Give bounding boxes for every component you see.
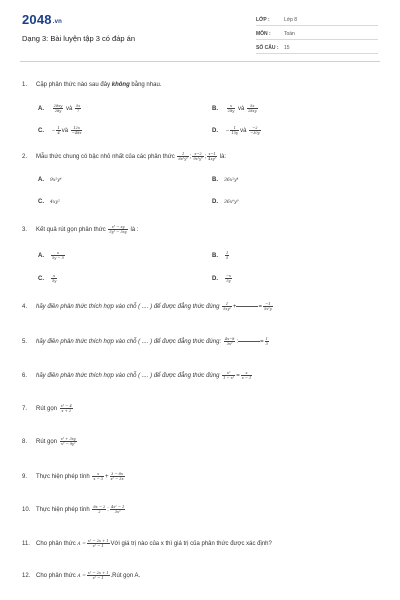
fraction [110, 505, 125, 514]
q2-option-c[interactable] [38, 199, 60, 205]
lesson-title: Dạng 3: Bài luyện tập 3 có đáp án [22, 34, 135, 43]
denominator: x − 1 [241, 376, 252, 381]
question-text: Rút gọn [36, 406, 58, 413]
variable: A = [77, 574, 86, 580]
question-number: 1. [22, 82, 28, 88]
fraction [177, 152, 188, 161]
fraction [92, 505, 106, 514]
fraction [60, 437, 77, 446]
denominator: x² − 1 [92, 576, 104, 581]
option-expression: 4xy² [50, 200, 60, 205]
fraction [207, 152, 217, 161]
numerator: 1 [230, 126, 239, 131]
q1-option-a[interactable] [38, 104, 82, 113]
equals-sign: = [236, 373, 240, 380]
question-text: Cặp phân thức nào sau đây [36, 82, 112, 88]
fraction [225, 274, 232, 283]
fraction [75, 104, 81, 113]
denominator: −30y [250, 131, 260, 136]
question-text: Cho phân thức [36, 541, 76, 548]
denominator: 5y − 5 [52, 256, 64, 261]
denominator: x² − 9y² [60, 442, 76, 447]
question-number: 6. [22, 373, 28, 380]
numerator: x² − 2x + 1 [87, 571, 109, 575]
q2-option-d[interactable] [212, 199, 238, 205]
q3-option-d[interactable] [212, 274, 233, 283]
denominator: 4xy² [208, 157, 217, 162]
variable: A = [77, 542, 86, 548]
option-label: A. [38, 106, 44, 113]
denominator: 5xy² [223, 307, 231, 312]
question-text: Rút gọn [36, 439, 58, 446]
question-2: 2. Mẫu thức chung có bậc nhỏ nhất của các phân thức $\frac{1}{\text{6x²y³}}$ ; $\frac{x-2}{\text{9x²y⁴}}$ ; $\frac{x-1}{\text{4xy²}}$ là: [22, 152, 227, 162]
q3-option-a[interactable] [38, 251, 66, 260]
denominator: −48x [71, 131, 82, 136]
option-label: D. [212, 199, 218, 205]
question-6 [22, 371, 253, 380]
question-3 [22, 225, 139, 234]
meta-subject-label: MÔN : [256, 31, 271, 37]
q1-option-d[interactable] [212, 126, 262, 135]
option-expression: 9x²y⁴ [50, 178, 62, 183]
question-number: 12. [22, 573, 31, 580]
meta-class-row [256, 14, 378, 26]
question-tail: là: [219, 154, 227, 161]
denominator: x + 2 [61, 409, 72, 414]
numerator: 1 [222, 302, 232, 307]
numerator: −2 [249, 126, 261, 131]
fraction [263, 302, 273, 311]
denominator: 2 [98, 510, 101, 515]
numerator: x² + 3xy [60, 437, 76, 441]
fraction [222, 302, 232, 311]
numerator: 8x − 2 [93, 505, 106, 509]
numerator: 4x−8 [224, 337, 235, 341]
denominator: 15y [231, 131, 239, 136]
numerator: x² − 2x + 1 [87, 539, 109, 543]
question-5 [22, 337, 270, 346]
minus-sign: − [51, 129, 56, 135]
q3-option-c[interactable] [38, 274, 58, 283]
meta-subject-value: Toán [284, 31, 295, 37]
numerator: x² [222, 371, 235, 376]
question-4 [22, 302, 274, 311]
numerator: −1 [263, 302, 273, 307]
option-label: A. [38, 253, 44, 260]
option-expression: 36x⁶y⁹ [224, 200, 239, 205]
question-7 [22, 404, 74, 413]
q1-option-c[interactable] [38, 126, 83, 135]
numerator: x [241, 371, 253, 376]
fraction [247, 104, 258, 113]
fraction [224, 337, 239, 347]
question-text: Kết quả rút gọn phân thức [36, 227, 106, 234]
question-text: hãy điền phân thức thích hợp vào chỗ ( .... ) để được đẳng thức đúng [36, 304, 220, 311]
connector: và [61, 128, 69, 135]
numerator: 5x [247, 104, 258, 109]
question-text: hãy điền phân thức thích hợp vào chỗ ( .... ) để được đẳng thức đúng [36, 373, 220, 380]
question-number: 11. [22, 541, 30, 548]
operator: + [232, 304, 237, 311]
numerator: 4x² − 1 [110, 505, 125, 509]
denominator: 5y² − 5xy [109, 230, 127, 235]
fraction [53, 104, 64, 113]
numerator: 28xy [53, 104, 63, 108]
answer-blank[interactable] [236, 306, 258, 307]
denominator: 28y [54, 109, 62, 114]
numerator: −x [226, 274, 232, 278]
fraction [60, 404, 73, 413]
header-divider [20, 61, 380, 62]
meta-count-row [256, 42, 378, 54]
option-label: C. [38, 128, 44, 135]
meta-subject-row [256, 28, 378, 40]
fraction [225, 251, 229, 260]
question-12 [22, 571, 140, 580]
question-11 [22, 539, 272, 548]
site-logo[interactable] [22, 12, 62, 27]
option-expression: 36x²y⁴ [224, 178, 239, 183]
question-10 [22, 505, 126, 514]
question-number: 3. [22, 227, 28, 234]
numerator: 3 − 8x [111, 472, 123, 476]
question-number: 2. [22, 154, 28, 161]
denominator: 4 [57, 131, 60, 136]
denominator: 5y [226, 279, 231, 284]
option-label: D. [212, 128, 218, 135]
fraction [192, 152, 203, 161]
denominator: 3x² [114, 510, 121, 515]
answer-blank[interactable] [238, 341, 260, 342]
operator: : [236, 339, 239, 346]
connector: và [65, 106, 73, 113]
fraction [56, 126, 60, 135]
question-text: Cho phân thức [36, 573, 76, 580]
logo-suffix: .vn [52, 19, 63, 25]
meta-count-value: 15 [284, 45, 290, 51]
question-number: 10. [22, 507, 31, 514]
meta-class-label: LỚP : [256, 17, 270, 23]
option-label: B. [212, 253, 218, 260]
numerator: 5x [76, 104, 81, 108]
logo-main: 2048 [22, 12, 52, 27]
fraction [249, 126, 261, 135]
question-number: 9. [22, 474, 28, 481]
question-number: 4. [22, 304, 28, 311]
question-1 [22, 82, 161, 88]
fraction [110, 472, 125, 481]
numerator: x−1 [208, 152, 216, 156]
numerator: 1 [177, 152, 188, 157]
numerator: x [92, 472, 104, 477]
denominator: x² − 1 [92, 544, 104, 549]
fraction [71, 126, 83, 135]
denominator: 5y [52, 279, 57, 284]
operator: + [105, 474, 109, 481]
numerator: 1 [226, 251, 229, 255]
question-text-end: .Rút gọn A. [110, 573, 141, 580]
fraction [92, 472, 104, 481]
denominator: 6x²y³ [178, 157, 188, 162]
numerator: x [51, 274, 57, 279]
numerator: x−2 [194, 152, 202, 156]
option-label: D. [212, 276, 218, 283]
denominator: 9x²y⁴ [193, 157, 203, 162]
q2-option-a[interactable] [38, 177, 62, 183]
option-label: B. [212, 106, 218, 113]
numerator: x [227, 104, 236, 109]
equals-sign: = [258, 304, 262, 311]
question-text-end: Với giá trị nào của x thì giá trị của phân thức được xác định? [110, 541, 272, 548]
fraction [230, 126, 239, 135]
option-label: A. [38, 177, 44, 183]
question-number: 8. [22, 439, 28, 446]
question-emphasis: không [111, 82, 130, 88]
fraction [51, 251, 65, 260]
equals-sign: = [260, 339, 264, 346]
operator: : [107, 507, 109, 514]
connector: và [240, 128, 247, 135]
denominator: 28y [227, 109, 235, 114]
q2-option-b[interactable] [212, 177, 238, 183]
option-label: B. [212, 177, 218, 183]
meta-class-value: Lớp 8 [284, 17, 298, 23]
denominator: 3x² [226, 342, 233, 347]
question-text: Thực hiện phép tính [36, 474, 90, 481]
fraction [51, 274, 57, 283]
question-tail: là : [130, 227, 139, 234]
fraction [222, 371, 235, 380]
numerator: x² − 4 [60, 404, 72, 408]
fraction [87, 539, 110, 548]
meta-count-label: SỐ CÂU : [256, 45, 279, 51]
numerator: 12x [71, 126, 83, 131]
question-text: Thực hiện phép tính [36, 507, 90, 514]
q3-option-b[interactable] [212, 251, 230, 260]
option-label: C. [38, 276, 44, 283]
question-number: 5. [22, 339, 28, 346]
denominator: 5x²y [263, 307, 272, 312]
question-8 [22, 437, 78, 446]
fraction [227, 104, 236, 113]
fraction [108, 225, 127, 234]
question-9 [22, 472, 126, 481]
connector: và [237, 106, 245, 113]
numerator: x [51, 251, 65, 256]
numerator: 1 [57, 126, 60, 130]
q1-option-b[interactable] [212, 104, 259, 113]
fraction [87, 571, 110, 580]
question-text: Mẫu thức chung có bậc nhỏ nhất của các phân thức [36, 154, 175, 161]
fraction [265, 337, 269, 346]
question-text: hãy điền phân thức thích hợp vào chỗ ( .... ) để được đẳng thức đúng: [36, 339, 222, 346]
denominator: x − 3 [93, 477, 103, 482]
question-number: 7. [22, 406, 28, 413]
denominator: 7 [77, 109, 80, 114]
denominator: x² − 3x [110, 477, 124, 482]
minus-sign: − [225, 129, 230, 135]
denominator: 1 − x² [223, 376, 235, 381]
denominator: 3 [265, 342, 268, 347]
denominator: 28xy [247, 109, 257, 114]
fraction [241, 371, 253, 380]
option-label: C. [38, 199, 44, 205]
numerator: x³ − xy [108, 225, 127, 230]
numerator: 1 [265, 337, 268, 341]
denominator: 5 [226, 256, 229, 261]
question-text-end: bằng nhau. [129, 82, 162, 88]
